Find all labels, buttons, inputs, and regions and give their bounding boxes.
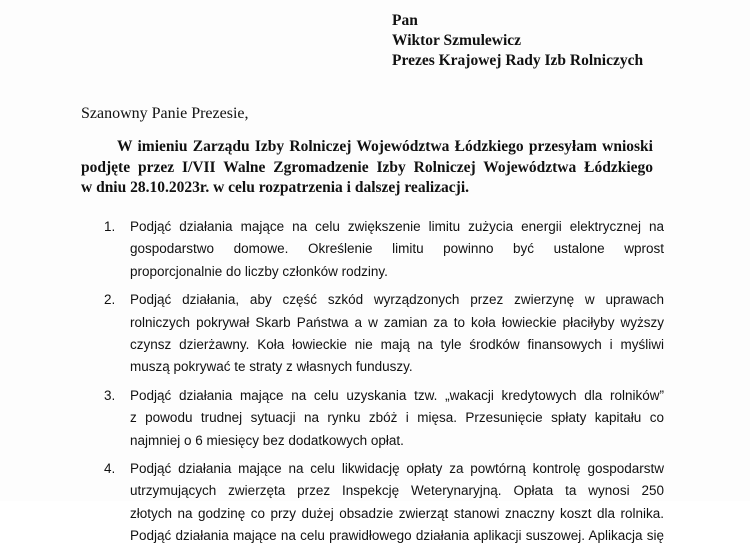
list-item-line: gospodarstwo domowe. Określenie limitu powinno być ustalone wprost (130, 241, 664, 257)
list-item-line: Podjąć działania mające na celu likwidację opłaty za powtórną kontrolę gospodarstw (130, 461, 664, 477)
intro-line: podjęte przez I/VII Walne Zgromadzenie Izby Rolniczej Województwa Łódzkiego (81, 158, 653, 176)
list-item (104, 458, 664, 548)
list-item-line: Podjąć działania mające na celu zwiększenie limitu zużycia energii elektrycznej na (130, 219, 664, 234)
list-item-line: Podjąć działania mające na celu prawidłowego działania aplikacji suszowej. Aplikacja się (130, 528, 664, 544)
intro-paragraph (81, 137, 653, 199)
list-item-line: muszą pokrywać te straty z własnych funduszy. (130, 359, 413, 375)
intro-line: W imieniu Zarządu Izby Rolniczej Województwa Łódzkiego przesyłam wnioski (117, 138, 653, 155)
list-item-line: najmniej o 6 miesięcy bez dodatkowych opłat. (130, 432, 404, 448)
recipient-name: Wiktor Szmulewicz (392, 32, 522, 49)
recipient-block (392, 11, 643, 71)
list-item-line: proporcjonalnie do liczby członków rodziny. (130, 263, 388, 279)
list-item-line: rolniczych pokrywał Skarb Państwa a w zamian za to koła łowieckie płaciłyby wyższy (130, 314, 664, 330)
list-item-line: czynsz dzierżawny. Koła łowieckie nie mają na tyle środków finansowych i myśliwi (130, 337, 664, 353)
list-item-line: z powodu trudnej sytuacji na rynku zbóż i mięsa. Przesunięcie spłaty kapitału co (130, 410, 664, 426)
list-item (104, 216, 664, 283)
list-item-number: 1. (104, 219, 116, 234)
list-item-line: utrzymujących zwierzęta przez Inspekcję Weterynaryjną. Opłata ta wynosi 250 (130, 483, 664, 499)
list-item (104, 385, 664, 452)
intro-line: w dniu 28.10.2023r. w celu rozpatrzenia i dalszej realizacji. (81, 179, 470, 196)
motions-list (104, 216, 664, 554)
list-item-line: Podjąć działania, aby część szkód wyrządzonych przez zwierzynę w uprawach (130, 292, 664, 308)
list-item-line: Podjąć działania mające na celu uzyskania tzw. „wakacji kredytowych dla rolników” (130, 387, 664, 403)
list-item-number: 4. (104, 461, 116, 477)
list-item-line: złotych na godzinę co przy dużej obsadzie zwierząt stanowi znaczny koszt dla rolnika. (130, 505, 664, 521)
list-item (104, 289, 664, 379)
recipient-position: Prezes Krajowej Rady Izb Rolniczych (392, 52, 644, 69)
recipient-title: Pan (392, 12, 418, 29)
list-item-number: 3. (104, 387, 116, 403)
salutation: Szanowny Panie Prezesie, (81, 105, 249, 122)
list-item-number: 2. (104, 292, 116, 308)
